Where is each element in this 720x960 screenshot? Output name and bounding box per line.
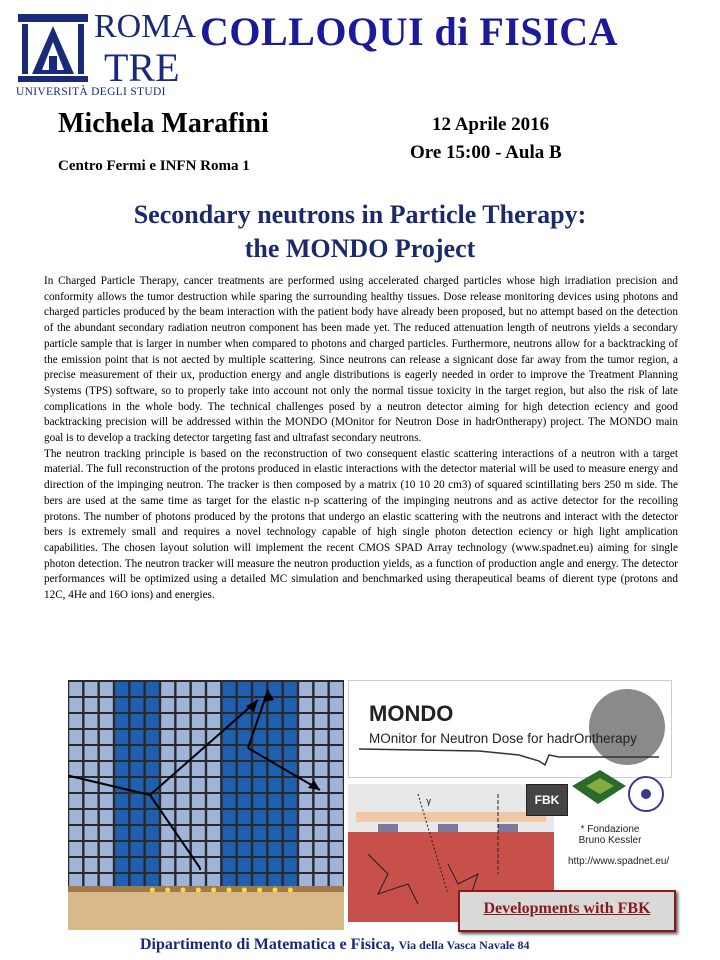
fiber-segment bbox=[330, 746, 343, 760]
fiber-segment bbox=[131, 810, 144, 824]
fiber-segment bbox=[161, 746, 174, 760]
fiber-segment bbox=[284, 714, 297, 728]
fiber-segment bbox=[253, 858, 266, 872]
fiber-segment bbox=[69, 746, 82, 760]
fiber-segment bbox=[146, 874, 159, 888]
fiber-segment bbox=[253, 794, 266, 808]
fiber-segment bbox=[207, 810, 220, 824]
footer-department: Dipartimento di Matematica e Fisica, bbox=[140, 936, 395, 953]
fiber-segment bbox=[269, 746, 282, 760]
fiber-segment bbox=[85, 858, 98, 872]
fiber-segment bbox=[207, 858, 220, 872]
fiber-segment bbox=[315, 714, 328, 728]
fiber-segment bbox=[100, 826, 113, 840]
fiber-segment bbox=[146, 826, 159, 840]
fiber-segment bbox=[85, 810, 98, 824]
fiber-segment bbox=[115, 842, 128, 856]
photon-spot bbox=[257, 888, 262, 893]
fiber-segment bbox=[238, 762, 251, 776]
fiber-segment bbox=[100, 730, 113, 744]
fiber-segment bbox=[315, 762, 328, 776]
fiber-segment bbox=[146, 714, 159, 728]
logo-roma-text: ROMA bbox=[94, 8, 197, 45]
photon-spot bbox=[288, 888, 293, 893]
fiber-segment bbox=[269, 810, 282, 824]
developments-badge bbox=[458, 890, 676, 932]
fiber-segment bbox=[100, 874, 113, 888]
fiber-segment bbox=[192, 794, 205, 808]
talk-title-line1: Secondary neutrons in Particle Therapy: bbox=[133, 200, 587, 229]
fiber-segment bbox=[161, 842, 174, 856]
fiber-segment bbox=[299, 762, 312, 776]
photon-spot bbox=[196, 888, 201, 893]
page-title: COLLOQUI di FISICA bbox=[200, 9, 618, 54]
fiber-segment bbox=[85, 874, 98, 888]
fiber-segment bbox=[161, 714, 174, 728]
abstract bbox=[44, 274, 678, 604]
fiber-segment bbox=[69, 682, 82, 696]
fiber-segment bbox=[238, 794, 251, 808]
fiber-segment bbox=[85, 730, 98, 744]
abstract-paragraph-2: The neutron tracking principle is based on the reconstruction of two consequent elastic scattering interactions of a neutron with a target material. The full reconstruction of the protons produced in elastic interactions with the detector material will be used to measure energy and direction of the impinging neutron. The tracker is then composed by a matrix (10 10 20 cm3) of squared scintillating bers 250 m side. The bers are used at the same time as target for the elastic n-p scattering of the impinging neutrons and as active detector for the recoiling protons. The number of photons produced by the protons that undergo an elastic scattering with the neutrons and interact with the detector bers is extremely small and requires a novel technology capable of high single photon detection eciency or high light amplication capabilities. The chosen layout solution will implement the recent CMOS SPAD Array technology (www.spadnet.eu) aiming for single photon detection. The neutron tracker will measure the neutron production yields, as a function of production angle and energy. The detector performances will be optimized using a detailed MC simulation and benchmarked using therapeutical beams of dierent type (protons and 12C, 4He and 16O ions) and energies. bbox=[44, 447, 678, 602]
fiber-segment bbox=[223, 746, 236, 760]
talk-title-line2: the MONDO Project bbox=[244, 234, 476, 263]
fiber-segment bbox=[192, 730, 205, 744]
fiber-segment bbox=[238, 842, 251, 856]
fiber-segment bbox=[131, 746, 144, 760]
roma-tre-logo bbox=[16, 8, 197, 98]
fiber-segment bbox=[284, 826, 297, 840]
fiber-segment bbox=[192, 762, 205, 776]
fbk-note-line2: Bruno Kessler bbox=[578, 835, 642, 846]
fiber-segment bbox=[253, 682, 266, 696]
fiber-segment bbox=[115, 762, 128, 776]
fiber-segment bbox=[238, 682, 251, 696]
fiber-segment bbox=[177, 794, 190, 808]
fiber-segment bbox=[269, 714, 282, 728]
fiber-segment bbox=[85, 842, 98, 856]
fiber-segment bbox=[330, 698, 343, 712]
fiber-segment bbox=[146, 810, 159, 824]
speaker-name: Michela Marafini bbox=[58, 108, 269, 139]
fiber-segment bbox=[69, 714, 82, 728]
fiber-segment bbox=[161, 730, 174, 744]
fiber-segment bbox=[253, 762, 266, 776]
fiber-segment bbox=[330, 874, 343, 888]
talk-time-room: Ore 15:00 - Aula B bbox=[410, 142, 562, 163]
fiber-tracker-diagram bbox=[68, 680, 344, 930]
fiber-segment bbox=[238, 826, 251, 840]
fiber-segment bbox=[85, 826, 98, 840]
fiber-segment bbox=[177, 682, 190, 696]
fiber-segment bbox=[85, 698, 98, 712]
fiber-segment bbox=[146, 730, 159, 744]
fiber-segment bbox=[192, 714, 205, 728]
photon-spot bbox=[150, 888, 155, 893]
fiber-segment bbox=[238, 778, 251, 792]
fiber-tracker-figure bbox=[68, 680, 344, 930]
fiber-segment bbox=[207, 842, 220, 856]
fiber-segment bbox=[100, 762, 113, 776]
fiber-segment bbox=[223, 794, 236, 808]
fiber-segment bbox=[177, 810, 190, 824]
fiber-segment bbox=[131, 762, 144, 776]
fiber-segment bbox=[85, 714, 98, 728]
fiber-segment bbox=[315, 682, 328, 696]
fiber-segment bbox=[299, 794, 312, 808]
talk-title bbox=[40, 198, 680, 266]
sensor-base bbox=[68, 890, 344, 930]
fiber-segment bbox=[269, 874, 282, 888]
fiber-segment bbox=[69, 762, 82, 776]
fiber-segment bbox=[253, 826, 266, 840]
fiber-segment bbox=[269, 682, 282, 696]
fiber-segment bbox=[69, 778, 82, 792]
dose-curve-icon bbox=[359, 747, 659, 767]
fiber-segment bbox=[223, 762, 236, 776]
fiber-segment bbox=[69, 698, 82, 712]
fiber-segment bbox=[238, 810, 251, 824]
fiber-segment bbox=[146, 842, 159, 856]
fiber-segment bbox=[207, 746, 220, 760]
fiber-segment bbox=[223, 874, 236, 888]
fiber-segment bbox=[207, 778, 220, 792]
fiber-segment bbox=[85, 746, 98, 760]
fbk-logo-text: FBK bbox=[534, 793, 560, 807]
fiber-segment bbox=[299, 842, 312, 856]
fiber-segment bbox=[223, 842, 236, 856]
fbk-footnote bbox=[560, 824, 660, 846]
fiber-segment bbox=[192, 826, 205, 840]
fiber-segment bbox=[131, 698, 144, 712]
fiber-segment bbox=[100, 714, 113, 728]
fiber-segment bbox=[299, 698, 312, 712]
fiber-segment bbox=[115, 874, 128, 888]
fiber-segment bbox=[299, 826, 312, 840]
fiber-segment bbox=[284, 682, 297, 696]
fiber-segment bbox=[315, 826, 328, 840]
fiber-segment bbox=[131, 826, 144, 840]
fiber-segment bbox=[207, 698, 220, 712]
fiber-segment bbox=[146, 762, 159, 776]
logo-university-text: UNIVERSITÀ DEGLI STUDI bbox=[16, 86, 166, 98]
fiber-segment bbox=[299, 730, 312, 744]
fiber-segment bbox=[115, 794, 128, 808]
fiber-segment bbox=[315, 810, 328, 824]
fiber-segment bbox=[315, 874, 328, 888]
fiber-segment bbox=[69, 794, 82, 808]
fiber-segment bbox=[192, 698, 205, 712]
fiber-segment bbox=[315, 746, 328, 760]
fiber-segment bbox=[223, 682, 236, 696]
fiber-segment bbox=[177, 858, 190, 872]
abstract-paragraph-1: In Charged Particle Therapy, cancer treatments are performed using accelerated charged particles whose high irradiation precision and conformity allows the tumor destruction while sparing the surrounding healthy tissues. Dose release monitoring devices using photons and charged particles produced by the beam interaction with the patient body have already been proposed, but no attempt based on the detection of the abundant secondary radiation neutron component has been made yet. The reduced attenuation length of neutrons yields a secondary particle sample that is larger in number when compared to photons and charged particles. Furthermore, neutrons allow for a backtracking of the emission point that is not aected by multiple scattering. Since neutrons can release a signicant dose far away from the tumor region, a precise measurement of their ux, production energy and angle distributions is eagerly needed in order to improve the Treatment Planning Systems (TPS) software, so to properly take into account not only the normal tissue toxicity in the target region, but also the risk of late complications in the whole body. The technical challenges posed by a neutron detector aiming for high detection eciency and good backtracking precision will be addressed within the MONDO (MOnitor for Neutron Dose in hadrOntherapy) project. The MONDO main goal is to develop a tracking detector targeting fast and ultrafast secondary neutrons. bbox=[44, 275, 678, 445]
speaker-affiliation: Centro Fermi e INFN Roma 1 bbox=[58, 158, 250, 174]
fiber-segment bbox=[223, 858, 236, 872]
fiber-segment bbox=[299, 858, 312, 872]
fiber-segment bbox=[330, 810, 343, 824]
fiber-segment bbox=[330, 842, 343, 856]
fiber-segment bbox=[192, 778, 205, 792]
fiber-segment bbox=[284, 858, 297, 872]
fiber-segment bbox=[330, 794, 343, 808]
fiber-segment bbox=[69, 874, 82, 888]
fiber-segment bbox=[315, 794, 328, 808]
mondo-circle-logo-icon bbox=[626, 774, 666, 814]
photon-spot bbox=[211, 888, 216, 893]
spad-chip-icon bbox=[568, 766, 628, 810]
fiber-segment bbox=[299, 746, 312, 760]
fiber-segment bbox=[131, 874, 144, 888]
fiber-segment bbox=[253, 842, 266, 856]
fiber-segment bbox=[269, 858, 282, 872]
fiber-segment bbox=[100, 746, 113, 760]
fiber-segment bbox=[238, 874, 251, 888]
photon-spot bbox=[227, 888, 232, 893]
fiber-segment bbox=[146, 682, 159, 696]
fiber-segment bbox=[100, 682, 113, 696]
fiber-segment bbox=[253, 874, 266, 888]
fiber-segment bbox=[192, 874, 205, 888]
fiber-segment bbox=[315, 842, 328, 856]
fiber-segment bbox=[100, 858, 113, 872]
fiber-segment bbox=[100, 698, 113, 712]
fiber-segment bbox=[115, 826, 128, 840]
fiber-segment bbox=[284, 794, 297, 808]
fiber-segment bbox=[223, 810, 236, 824]
fiber-segment bbox=[269, 778, 282, 792]
fiber-segment bbox=[161, 682, 174, 696]
fiber-segment bbox=[207, 682, 220, 696]
fiber-segment bbox=[299, 874, 312, 888]
colonnade-logo-icon bbox=[16, 12, 90, 84]
fiber-segment bbox=[177, 730, 190, 744]
fiber-segment bbox=[115, 858, 128, 872]
fiber-segment bbox=[330, 826, 343, 840]
fiber-segment bbox=[177, 746, 190, 760]
fiber-segment bbox=[100, 794, 113, 808]
fiber-segment bbox=[131, 730, 144, 744]
mondo-banner bbox=[348, 680, 672, 778]
fiber-segment bbox=[223, 826, 236, 840]
fiber-segment bbox=[223, 730, 236, 744]
fiber-segment bbox=[192, 842, 205, 856]
spadnet-url: http://www.spadnet.eu/ bbox=[568, 856, 670, 867]
fiber-segment bbox=[284, 810, 297, 824]
fiber-segment bbox=[284, 698, 297, 712]
fiber-segment bbox=[238, 730, 251, 744]
fiber-segment bbox=[299, 682, 312, 696]
fiber-segment bbox=[330, 858, 343, 872]
fiber-segment bbox=[253, 730, 266, 744]
fiber-segment bbox=[161, 698, 174, 712]
fiber-segment bbox=[299, 714, 312, 728]
fiber-segment bbox=[161, 762, 174, 776]
fiber-segment bbox=[161, 874, 174, 888]
fiber-segment bbox=[284, 874, 297, 888]
fiber-segment bbox=[223, 698, 236, 712]
fiber-segment bbox=[161, 858, 174, 872]
footer bbox=[140, 936, 530, 954]
photon-spot bbox=[273, 888, 278, 893]
fiber-segment bbox=[115, 682, 128, 696]
fiber-segment bbox=[269, 842, 282, 856]
fiber-segment bbox=[131, 842, 144, 856]
fiber-segment bbox=[69, 858, 82, 872]
fiber-segment bbox=[330, 714, 343, 728]
fiber-segment bbox=[177, 874, 190, 888]
fbk-logo bbox=[526, 784, 568, 816]
fiber-segment bbox=[115, 746, 128, 760]
fiber-segment bbox=[177, 698, 190, 712]
fiber-segment bbox=[161, 794, 174, 808]
fiber-segment bbox=[115, 714, 128, 728]
fiber-segment bbox=[284, 778, 297, 792]
fiber-segment bbox=[131, 794, 144, 808]
photon-spot bbox=[242, 888, 247, 893]
fiber-segment bbox=[238, 858, 251, 872]
fiber-segment bbox=[330, 730, 343, 744]
fiber-segment bbox=[207, 714, 220, 728]
fiber-segment bbox=[207, 794, 220, 808]
fiber-segment bbox=[100, 842, 113, 856]
fiber-segment bbox=[330, 778, 343, 792]
fiber-segment bbox=[223, 778, 236, 792]
fiber-segment bbox=[146, 858, 159, 872]
mondo-montage-figure bbox=[346, 680, 672, 928]
fiber-segment bbox=[131, 682, 144, 696]
fiber-segment bbox=[85, 762, 98, 776]
photon-spot bbox=[181, 888, 186, 893]
fiber-segment bbox=[269, 730, 282, 744]
fiber-segment bbox=[131, 714, 144, 728]
mondo-subtitle: MOnitor for Neutron Dose for hadrOntherapy bbox=[369, 731, 637, 746]
fiber-segment bbox=[177, 714, 190, 728]
developments-label: Developments with FBK bbox=[483, 900, 651, 917]
fiber-segment bbox=[69, 826, 82, 840]
fiber-segment bbox=[192, 810, 205, 824]
fiber-segment bbox=[253, 778, 266, 792]
fiber-segment bbox=[146, 698, 159, 712]
fiber-segment bbox=[69, 810, 82, 824]
fiber-segment bbox=[284, 730, 297, 744]
fiber-segment bbox=[177, 778, 190, 792]
fiber-segment bbox=[207, 762, 220, 776]
fiber-segment bbox=[207, 874, 220, 888]
fiber-segment bbox=[330, 762, 343, 776]
fiber-segment bbox=[315, 730, 328, 744]
fiber-segment bbox=[146, 746, 159, 760]
fiber-segment bbox=[85, 682, 98, 696]
fbk-note-line1: * Fondazione bbox=[580, 824, 640, 835]
footer-address: Via della Vasca Navale 84 bbox=[398, 938, 530, 952]
fiber-segment bbox=[284, 842, 297, 856]
fiber-segment bbox=[284, 746, 297, 760]
fiber-segment bbox=[115, 810, 128, 824]
fiber-segment bbox=[299, 810, 312, 824]
fiber-segment bbox=[330, 682, 343, 696]
photon-spot bbox=[165, 888, 170, 893]
mondo-title: MONDO bbox=[369, 701, 454, 726]
fiber-segment bbox=[315, 698, 328, 712]
logo-tre-text: TRE bbox=[104, 45, 180, 90]
fiber-segment bbox=[115, 730, 128, 744]
fiber-segment bbox=[69, 730, 82, 744]
fiber-segment bbox=[85, 794, 98, 808]
fiber-segment bbox=[69, 842, 82, 856]
talk-date: 12 Aprile 2016 bbox=[432, 114, 550, 135]
fiber-segment bbox=[253, 810, 266, 824]
fiber-segment bbox=[315, 858, 328, 872]
gamma-label: γ bbox=[426, 797, 432, 807]
fiber-segment bbox=[207, 826, 220, 840]
fiber-segment bbox=[269, 794, 282, 808]
fiber-segment bbox=[269, 826, 282, 840]
fiber-segment bbox=[192, 682, 205, 696]
fiber-segment bbox=[131, 858, 144, 872]
fiber-segment bbox=[115, 698, 128, 712]
fiber-segment bbox=[100, 810, 113, 824]
